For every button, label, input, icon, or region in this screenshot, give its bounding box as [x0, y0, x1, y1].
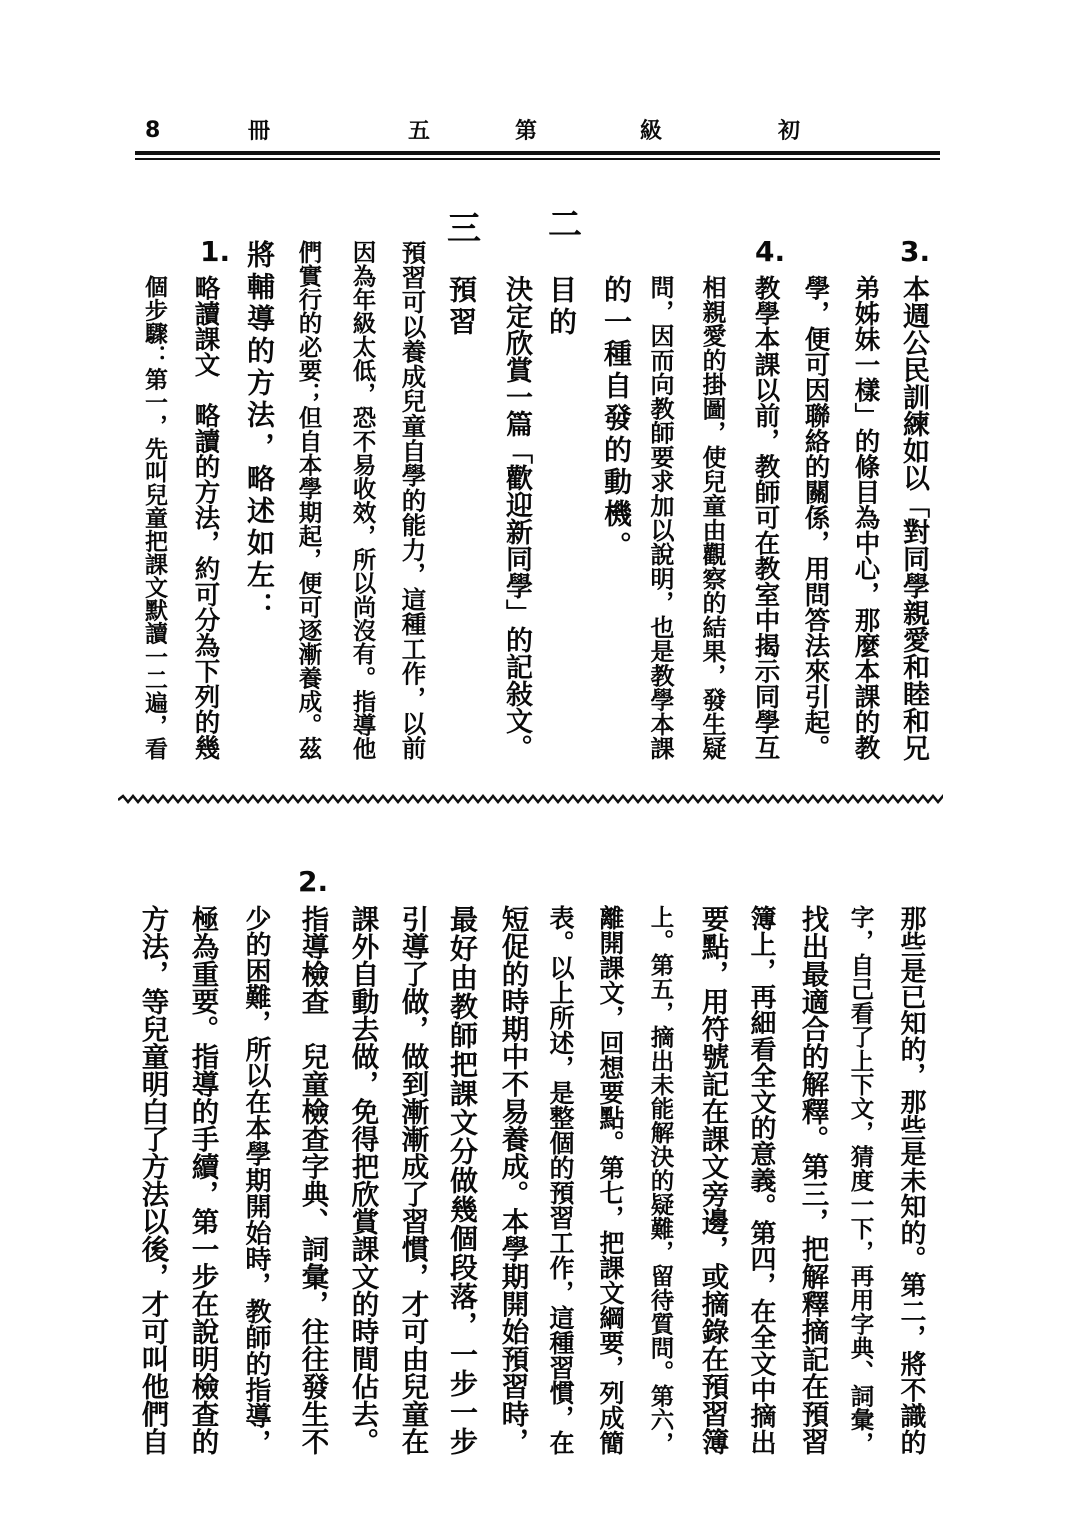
section-numeral: 三 — [447, 209, 481, 249]
item-number: 1. — [200, 235, 231, 268]
text-column: 學，便可因聯絡的關係，用問答法來引起。 — [800, 275, 831, 760]
section-title: 預習 — [445, 275, 478, 339]
item-number: 4. — [755, 235, 786, 268]
text-column: 方法，等兒童明白了方法以後，才可叫他們自 — [136, 905, 169, 1455]
text-column: 弟姊妹一樣」的條目為中心，那麼本課的教 — [850, 275, 881, 760]
text-column: 簿上，再細看全文的意義。第四，在全文中摘出 — [746, 905, 776, 1455]
text-column: 字，自己看了上下文，猜度一下，再用字典、詞彙， — [846, 905, 875, 1455]
running-header-char: 第 — [515, 118, 538, 144]
text-column: 本週公民訓練如以「對同學親愛和睦和兄 — [898, 275, 929, 761]
text-column: 相親愛的掛圖，使兒童由觀察的結果，發生疑 — [698, 275, 727, 760]
text-column: 教學本課以前，教師可在教室中揭示同學互 — [750, 275, 781, 760]
text-column: 引導了做，做到漸漸成了習慣，才可由兒童在 — [396, 905, 429, 1455]
running-header-char: 初 — [778, 118, 801, 144]
header-rule-thin — [135, 158, 940, 160]
text-column: 課外自動去做，免得把欣賞課文的時間佔去。 — [346, 905, 379, 1455]
running-header-char: 冊 — [248, 118, 271, 144]
text-column: 決定欣賞一篇「歡迎新同學」的記敍文。 — [501, 275, 532, 761]
section-title: 目的 — [545, 275, 578, 339]
text-column: 預習可以養成兒童自學的能力，這種工作，以前 — [398, 240, 428, 760]
text-column: 因為年級太低，恐不易收效，所以尚沒有。指導他 — [348, 240, 377, 760]
running-header-char: 級 — [640, 118, 663, 144]
text-column: 找出最適合的解釋。第三，把解釋摘記在預習 — [796, 905, 829, 1455]
text-column: 問，因而向教師要求加以說明，也是教學本課 — [646, 275, 675, 760]
text-column: 離開課文，回想要點。第七，把課文綱要，列成簡 — [596, 905, 625, 1455]
wavy-divider — [118, 792, 943, 808]
text-column: 要點，用符號記在課文旁邊，或摘錄在預習簿 — [696, 905, 729, 1455]
page-number: 8 — [145, 118, 161, 143]
section-numeral: 二 — [548, 205, 582, 245]
text-column: 個步驟：第一，先叫兒童把課文默讀一二遍，看 — [141, 275, 168, 760]
text-column: 短促的時期中不易養成。本學期開始預習時， — [496, 905, 529, 1455]
text-column: 少的困難，所以在本學期開始時，教師的指導， — [241, 905, 271, 1455]
text-column: 最好由教師把課文分做幾個段落，一步一步 — [446, 905, 479, 1455]
text-column: 略讀課文 略讀的方法，約可分為下列的幾 — [190, 275, 221, 760]
text-column: 表。以上所述，是整個的預習工作，這種習慣，在 — [546, 905, 575, 1455]
text-column: 那些是已知的，那些是未知的。第二，將不識的 — [896, 905, 926, 1455]
text-column: 將輔導的方法，略述如左： — [243, 240, 276, 624]
text-column: 們實行的必要；但自本學期起，便可逐漸養成。茲 — [294, 240, 323, 760]
running-header-char: 五 — [408, 118, 431, 144]
item-number: 3. — [900, 235, 931, 268]
item-number: 2. — [298, 865, 329, 898]
header-rule — [135, 151, 940, 155]
text-column: 上。第五，摘出未能解決的疑難，留待質問。第六， — [646, 905, 675, 1455]
text-column: 的一種自發的動機。 — [600, 275, 633, 563]
text-column: 極為重要。指導的手續，第一步在說明檢查的 — [186, 905, 219, 1455]
text-column: 指導檢查 兒童檢查字典、詞彙，往往發生不 — [296, 905, 329, 1455]
